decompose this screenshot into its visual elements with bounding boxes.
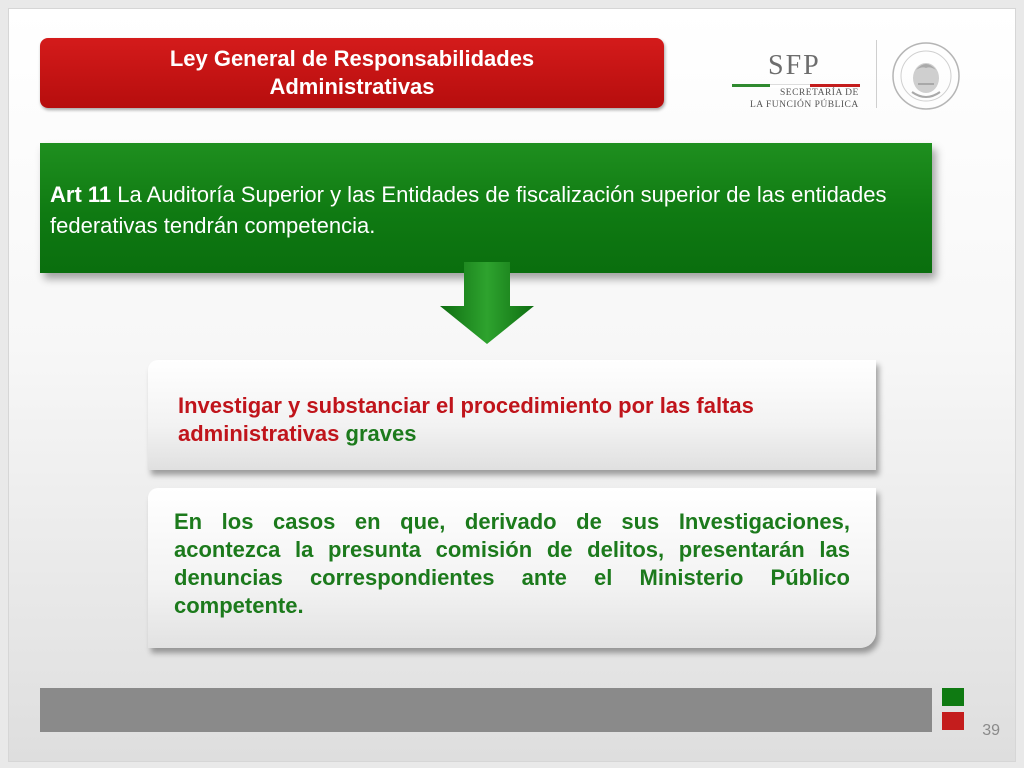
competence-text-red: Investigar y substanciar el procedimiento por las faltas administrativas (178, 393, 754, 446)
competence-text (178, 392, 858, 448)
article-text (50, 179, 926, 241)
crimes-text: En los casos en que, derivado de sus Investigaciones, acontezca la presunta comisión de delitos, presentarán las denuncias correspondientes ante el Ministerio Público competente. (174, 509, 850, 618)
mexican-seal-icon (890, 40, 962, 112)
article-body: La Auditoría Superior y las Entidades de fiscalización superior de las entidades federativas tendrán competencia. (50, 182, 887, 238)
footer-bar (40, 688, 932, 732)
article-box (40, 143, 932, 273)
title-banner (40, 38, 664, 108)
article-label: Art 11 (50, 182, 112, 207)
page-number: 39 (982, 722, 1000, 739)
logo-subtitle-line1: SECRETARÍA DE (780, 88, 859, 98)
logo-stripe-green (732, 84, 770, 87)
arrow-down-icon (440, 262, 534, 346)
footer-square-red (942, 712, 964, 730)
sfp-logo-letters: SFP (768, 50, 821, 81)
crimes-box (148, 488, 876, 648)
competence-text-green: graves (339, 421, 417, 446)
page-title: Ley General de Responsabilidades Administrativas (169, 46, 535, 99)
logo-divider (876, 40, 877, 108)
logo-stripe-red (810, 84, 860, 87)
sfp-logo (728, 48, 868, 112)
competence-box (148, 360, 876, 470)
logo-subtitle-line2: LA FUNCIÓN PÚBLICA (750, 100, 859, 110)
footer-square-green (942, 688, 964, 706)
